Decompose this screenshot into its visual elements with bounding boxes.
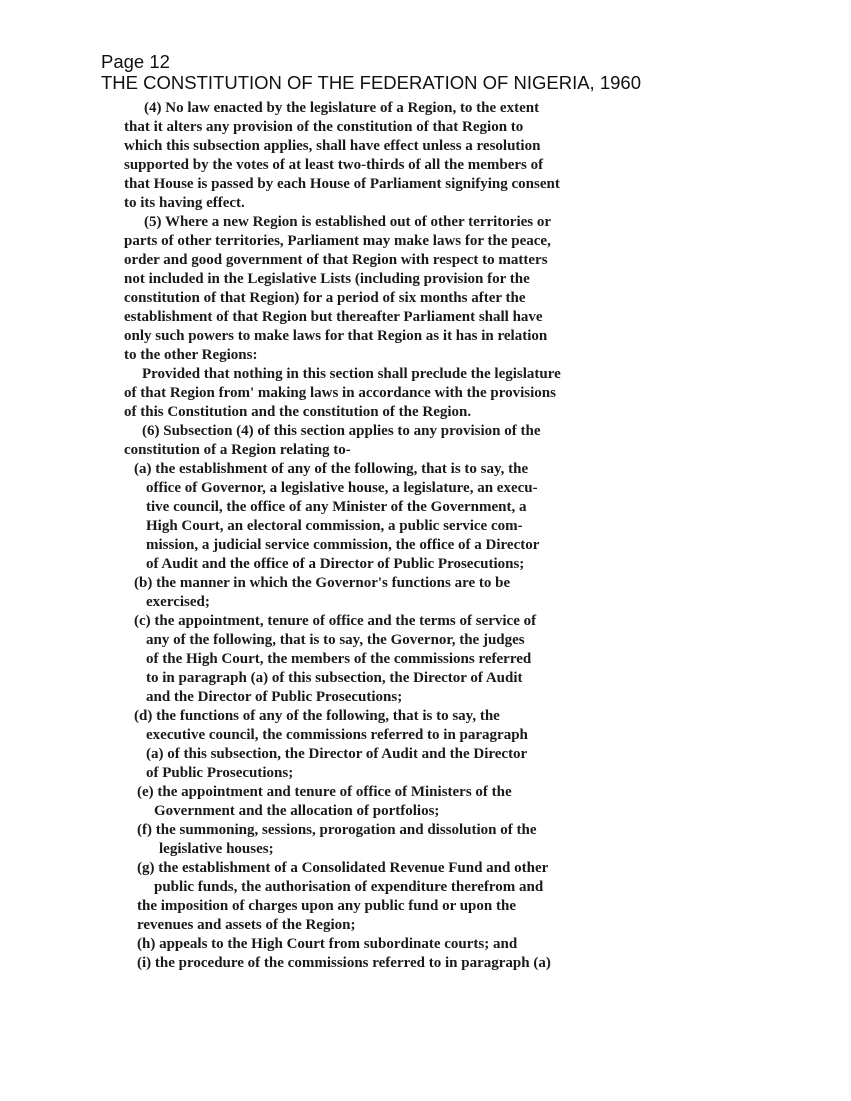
- text-line: establishment of that Region but thereafter Parliament shall have: [124, 309, 543, 325]
- text-line: parts of other territories, Parliament may make laws for the peace,: [124, 233, 551, 249]
- text-line: (e) the appointment and tenure of office of Ministers of the: [137, 784, 512, 800]
- text-line: (a) of this subsection, the Director of Audit and the Director: [146, 746, 528, 762]
- text-line: constitution of that Region) for a period of six months after the: [124, 290, 526, 306]
- text-line: exercised;: [146, 594, 210, 610]
- text-line: of Public Prosecutions;: [146, 765, 294, 781]
- text-line: not included in the Legislative Lists (including provision for the: [124, 271, 530, 287]
- document-title: THE CONSTITUTION OF THE FEDERATION OF NIGERIA, 1960: [101, 72, 641, 93]
- text-line: mission, a judicial service commission, the office of a Director: [146, 537, 540, 553]
- text-line: of the High Court, the members of the commissions referred: [146, 651, 532, 667]
- text-line: tive council, the office of any Minister of the Government, a: [146, 499, 527, 515]
- text-line: revenues and assets of the Region;: [137, 917, 356, 933]
- text-line: (f) the summoning, sessions, prorogation and dissolution of the: [137, 822, 537, 838]
- text-line: to the other Regions:: [124, 347, 258, 363]
- text-line: constitution of a Region relating to-: [124, 442, 351, 458]
- text-line: and the Director of Public Prosecutions;: [146, 689, 403, 705]
- text-line: (5) Where a new Region is established out of other territories or: [144, 214, 552, 230]
- page-number-label: Page 12: [101, 51, 170, 72]
- text-line: which this subsection applies, shall have effect unless a resolution: [124, 138, 541, 154]
- text-line: office of Governor, a legislative house, a legislature, an execu-: [146, 480, 538, 496]
- text-line: (b) the manner in which the Governor's functions are to be: [134, 575, 511, 591]
- text-line: (6) Subsection (4) of this section applies to any provision of the: [142, 423, 541, 439]
- text-line: the imposition of charges upon any public fund or upon the: [137, 898, 516, 914]
- text-line: to its having effect.: [124, 195, 245, 211]
- text-line: (i) the procedure of the commissions referred to in paragraph (a): [137, 955, 551, 971]
- text-line: of Audit and the office of a Director of Public Prosecutions;: [146, 556, 525, 572]
- text-line: (4) No law enacted by the legislature of a Region, to the extent: [144, 100, 540, 116]
- text-line: (d) the functions of any of the following, that is to say, the: [134, 708, 500, 724]
- text-line: (g) the establishment of a Consolidated Revenue Fund and other: [137, 860, 549, 876]
- text-line: (a) the establishment of any of the following, that is to say, the: [134, 461, 529, 477]
- text-line: of this Constitution and the constitution of the Region.: [124, 404, 472, 420]
- text-line: supported by the votes of at least two-thirds of all the members of: [124, 157, 544, 173]
- text-line: only such powers to make laws for that Region as it has in relation: [124, 328, 548, 344]
- text-line: legislative houses;: [159, 841, 274, 857]
- text-line: (c) the appointment, tenure of office and the terms of service of: [134, 613, 537, 629]
- text-line: Government and the allocation of portfolios;: [154, 803, 440, 819]
- text-line: executive council, the commissions referred to in paragraph: [146, 727, 528, 743]
- text-line: (h) appeals to the High Court from subordinate courts; and: [137, 936, 518, 952]
- text-line: High Court, an electoral commission, a public service com-: [146, 518, 523, 534]
- text-line: Provided that nothing in this section shall preclude the legislature: [142, 366, 561, 382]
- text-line: to in paragraph (a) of this subsection, the Director of Audit: [146, 670, 523, 686]
- text-line: that House is passed by each House of Parliament signifying consent: [124, 176, 560, 192]
- text-line: any of the following, that is to say, the Governor, the judges: [146, 632, 525, 648]
- text-line: of that Region from' making laws in accordance with the provisions: [124, 385, 556, 401]
- text-line: that it alters any provision of the constitution of that Region to: [124, 119, 524, 135]
- text-line: public funds, the authorisation of expenditure therefrom and: [154, 879, 544, 895]
- text-line: order and good government of that Region with respect to matters: [124, 252, 548, 268]
